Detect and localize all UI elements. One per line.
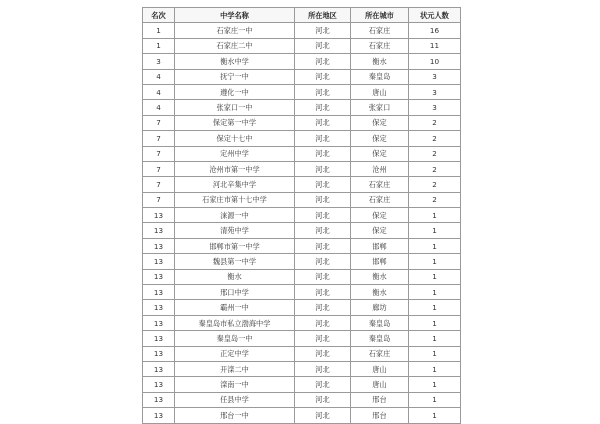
cell-rank: 13 [143,269,175,284]
header-province: 所在地区 [295,8,351,23]
cell-city: 石家庄 [351,346,409,361]
cell-city: 邯郸 [351,238,409,253]
table-row [143,192,461,207]
cell-city: 唐山 [351,84,409,99]
cell-city: 保定 [351,208,409,223]
cell-rank: 7 [143,177,175,192]
cell-count: 3 [409,100,461,115]
cell-school-name: 石家庄一中 [175,23,295,38]
table-row [143,331,461,346]
cell-rank: 7 [143,161,175,176]
cell-school-name: 保定第一中学 [175,115,295,130]
header-top-scorer-count: 状元人数 [409,8,461,23]
cell-rank: 13 [143,300,175,315]
table-row [143,161,461,176]
cell-province: 河北 [295,23,351,38]
cell-school-name: 秦皇岛一中 [175,331,295,346]
cell-count: 1 [409,331,461,346]
cell-city: 邯郸 [351,254,409,269]
cell-rank: 7 [143,115,175,130]
cell-rank: 4 [143,100,175,115]
table-row [143,238,461,253]
table-row [143,223,461,238]
cell-rank: 13 [143,408,175,423]
table-row [143,408,461,423]
cell-city: 衡水 [351,54,409,69]
cell-province: 河北 [295,69,351,84]
cell-rank: 13 [143,208,175,223]
cell-rank: 1 [143,38,175,53]
cell-count: 11 [409,38,461,53]
cell-rank: 13 [143,331,175,346]
cell-count: 1 [409,408,461,423]
cell-rank: 7 [143,131,175,146]
cell-rank: 4 [143,69,175,84]
cell-rank: 13 [143,377,175,392]
cell-school-name: 石家庄市第十七中学 [175,192,295,207]
cell-school-name: 邢口中学 [175,285,295,300]
cell-city: 保定 [351,115,409,130]
cell-province: 河北 [295,84,351,99]
cell-province: 河北 [295,131,351,146]
cell-province: 河北 [295,392,351,407]
header-school-name: 中学名称 [175,8,295,23]
table-row [143,131,461,146]
cell-province: 河北 [295,285,351,300]
cell-rank: 1 [143,23,175,38]
cell-province: 河北 [295,115,351,130]
cell-city: 秦皇岛 [351,315,409,330]
cell-count: 1 [409,377,461,392]
cell-province: 河北 [295,177,351,192]
cell-count: 2 [409,177,461,192]
cell-count: 1 [409,300,461,315]
cell-school-name: 石家庄二中 [175,38,295,53]
cell-rank: 13 [143,315,175,330]
cell-rank: 7 [143,192,175,207]
cell-rank: 13 [143,361,175,376]
cell-school-name: 沧州市第一中学 [175,161,295,176]
cell-count: 1 [409,269,461,284]
cell-province: 河北 [295,100,351,115]
table-row [143,69,461,84]
cell-city: 衡水 [351,269,409,284]
ranking-table [142,7,461,424]
table-row [143,208,461,223]
cell-count: 2 [409,161,461,176]
cell-school-name: 秦皇岛市私立渤海中学 [175,315,295,330]
table-row [143,100,461,115]
cell-school-name: 抚宁一中 [175,69,295,84]
cell-count: 2 [409,115,461,130]
cell-rank: 13 [143,392,175,407]
table-row [143,300,461,315]
cell-province: 河北 [295,300,351,315]
table-row [143,346,461,361]
cell-school-name: 涞源一中 [175,208,295,223]
cell-city: 唐山 [351,377,409,392]
cell-count: 3 [409,69,461,84]
cell-city: 保定 [351,223,409,238]
cell-province: 河北 [295,346,351,361]
cell-count: 2 [409,131,461,146]
cell-school-name: 正定中学 [175,346,295,361]
cell-count: 2 [409,192,461,207]
table-header [143,8,461,23]
cell-province: 河北 [295,208,351,223]
cell-city: 邢台 [351,408,409,423]
table-body [143,23,461,423]
table-row [143,177,461,192]
cell-school-name: 清苑中学 [175,223,295,238]
table-row [143,54,461,69]
cell-province: 河北 [295,254,351,269]
cell-province: 河北 [295,361,351,376]
cell-city: 廊坊 [351,300,409,315]
cell-province: 河北 [295,269,351,284]
cell-school-name: 霸州一中 [175,300,295,315]
cell-province: 河北 [295,238,351,253]
cell-city: 保定 [351,146,409,161]
cell-count: 1 [409,208,461,223]
cell-count: 1 [409,392,461,407]
cell-school-name: 保定十七中 [175,131,295,146]
table-row [143,285,461,300]
ranking-table-container [142,7,460,424]
table-row [143,38,461,53]
cell-school-name: 魏县第一中学 [175,254,295,269]
cell-city: 石家庄 [351,23,409,38]
cell-school-name: 河北辛集中学 [175,177,295,192]
cell-city: 石家庄 [351,177,409,192]
cell-count: 1 [409,315,461,330]
cell-school-name: 定州中学 [175,146,295,161]
cell-school-name: 邯郸市第一中学 [175,238,295,253]
table-row [143,269,461,284]
cell-rank: 3 [143,54,175,69]
cell-count: 10 [409,54,461,69]
cell-count: 1 [409,238,461,253]
table-row [143,84,461,99]
header-rank: 名次 [143,8,175,23]
cell-province: 河北 [295,192,351,207]
table-row [143,115,461,130]
cell-province: 河北 [295,38,351,53]
cell-city: 秦皇岛 [351,69,409,84]
cell-rank: 13 [143,346,175,361]
table-row [143,361,461,376]
cell-count: 1 [409,346,461,361]
cell-city: 石家庄 [351,38,409,53]
cell-school-name: 开滦二中 [175,361,295,376]
cell-school-name: 任县中学 [175,392,295,407]
cell-province: 河北 [295,331,351,346]
table-row [143,254,461,269]
cell-count: 1 [409,285,461,300]
cell-city: 唐山 [351,361,409,376]
cell-province: 河北 [295,161,351,176]
cell-count: 3 [409,84,461,99]
header-row [143,8,461,23]
cell-province: 河北 [295,315,351,330]
cell-count: 1 [409,223,461,238]
cell-rank: 13 [143,254,175,269]
cell-city: 石家庄 [351,192,409,207]
cell-count: 1 [409,361,461,376]
cell-city: 保定 [351,131,409,146]
table-row [143,146,461,161]
cell-school-name: 遵化一中 [175,84,295,99]
cell-school-name: 张家口一中 [175,100,295,115]
cell-city: 衡水 [351,285,409,300]
cell-school-name: 衡水中学 [175,54,295,69]
cell-city: 秦皇岛 [351,331,409,346]
cell-province: 河北 [295,146,351,161]
cell-school-name: 邢台一中 [175,408,295,423]
cell-rank: 13 [143,223,175,238]
cell-rank: 13 [143,238,175,253]
cell-school-name: 衡水 [175,269,295,284]
cell-city: 张家口 [351,100,409,115]
cell-province: 河北 [295,223,351,238]
table-row [143,23,461,38]
cell-province: 河北 [295,54,351,69]
cell-city: 邢台 [351,392,409,407]
cell-province: 河北 [295,408,351,423]
table-row [143,377,461,392]
table-row [143,315,461,330]
cell-count: 16 [409,23,461,38]
cell-rank: 4 [143,84,175,99]
cell-rank: 7 [143,146,175,161]
cell-count: 2 [409,146,461,161]
cell-city: 沧州 [351,161,409,176]
cell-school-name: 滦南一中 [175,377,295,392]
cell-rank: 13 [143,285,175,300]
cell-count: 1 [409,254,461,269]
header-city: 所在城市 [351,8,409,23]
cell-province: 河北 [295,377,351,392]
